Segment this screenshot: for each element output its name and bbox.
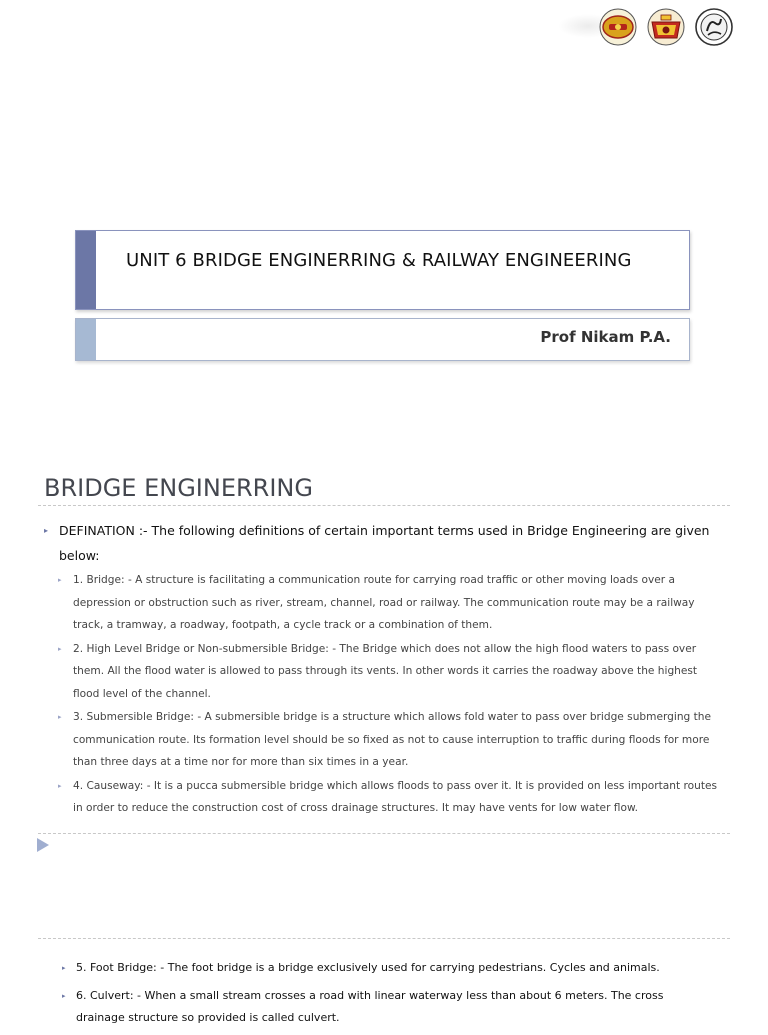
author-box [75,318,690,361]
title-box [75,230,690,310]
play-icon[interactable] [37,838,49,852]
slide-divider [38,938,730,939]
definition-list [44,518,724,820]
section-heading: BRIDGE ENGINERRING [44,474,313,502]
slide-divider [38,833,730,834]
list-item: ▸ 1. Bridge: - A structure is facilitating a communication route for carrying road traffic or other moving loads over a depression or obstruction such as river, stream, channel, road or railway. The communication route may be a railway track, a tramway, a roadway, footpath, a cycle track or a combination of them. [44,569,724,637]
heading-divider [38,505,730,506]
list-item: ▸ 5. Foot Bridge: - The foot bridge is a bridge exclusively used for carrying pedestrians. Cycles and animals. [62,957,712,980]
list-item: ▸ 3. Submersible Bridge: - A submersible bridge is a structure which allows fold water to pass over bridge submerging the communication route. Its formation level should be so fixed as not to cause interruption to traffic during floods for more than three days at a time nor for more than six times in a year. [44,706,724,774]
seal-icon [694,8,734,46]
logo-strip [598,8,734,46]
definition-list-continued [62,957,712,1035]
emblem-icon [598,8,638,46]
list-item: ▸ 4. Causeway: - It is a pucca submersible bridge which allows floods to pass over it. It is provided on less important routes in order to reduce the construction cost of cross drainage structures. It may have vents for low water flow. [44,775,724,820]
definition-intro: ▸ DEFINATION :- The following definitions of certain important terms used in Bridge Engineering are given below: [44,518,724,568]
list-item: ▸ 6. Culvert: - When a small stream crosses a road with linear waterway less than about 6 meters. The cross drainage structure so provided is called culvert. [62,985,712,1030]
author-accent-bar [76,319,96,360]
list-item: ▸ 2. High Level Bridge or Non-submersible Bridge: - The Bridge which does not allow the high flood waters to pass over them. All the flood water is allowed to pass through its vents. In other words it carries the roadway above the highest flood level of the channel. [44,638,724,706]
presentation-title: UNIT 6 BRIDGE ENGINERRING & RAILWAY ENGINEERING [126,250,632,271]
author-name: Prof Nikam P.A. [540,328,671,346]
crest-icon [646,8,686,46]
title-accent-bar [76,231,96,309]
